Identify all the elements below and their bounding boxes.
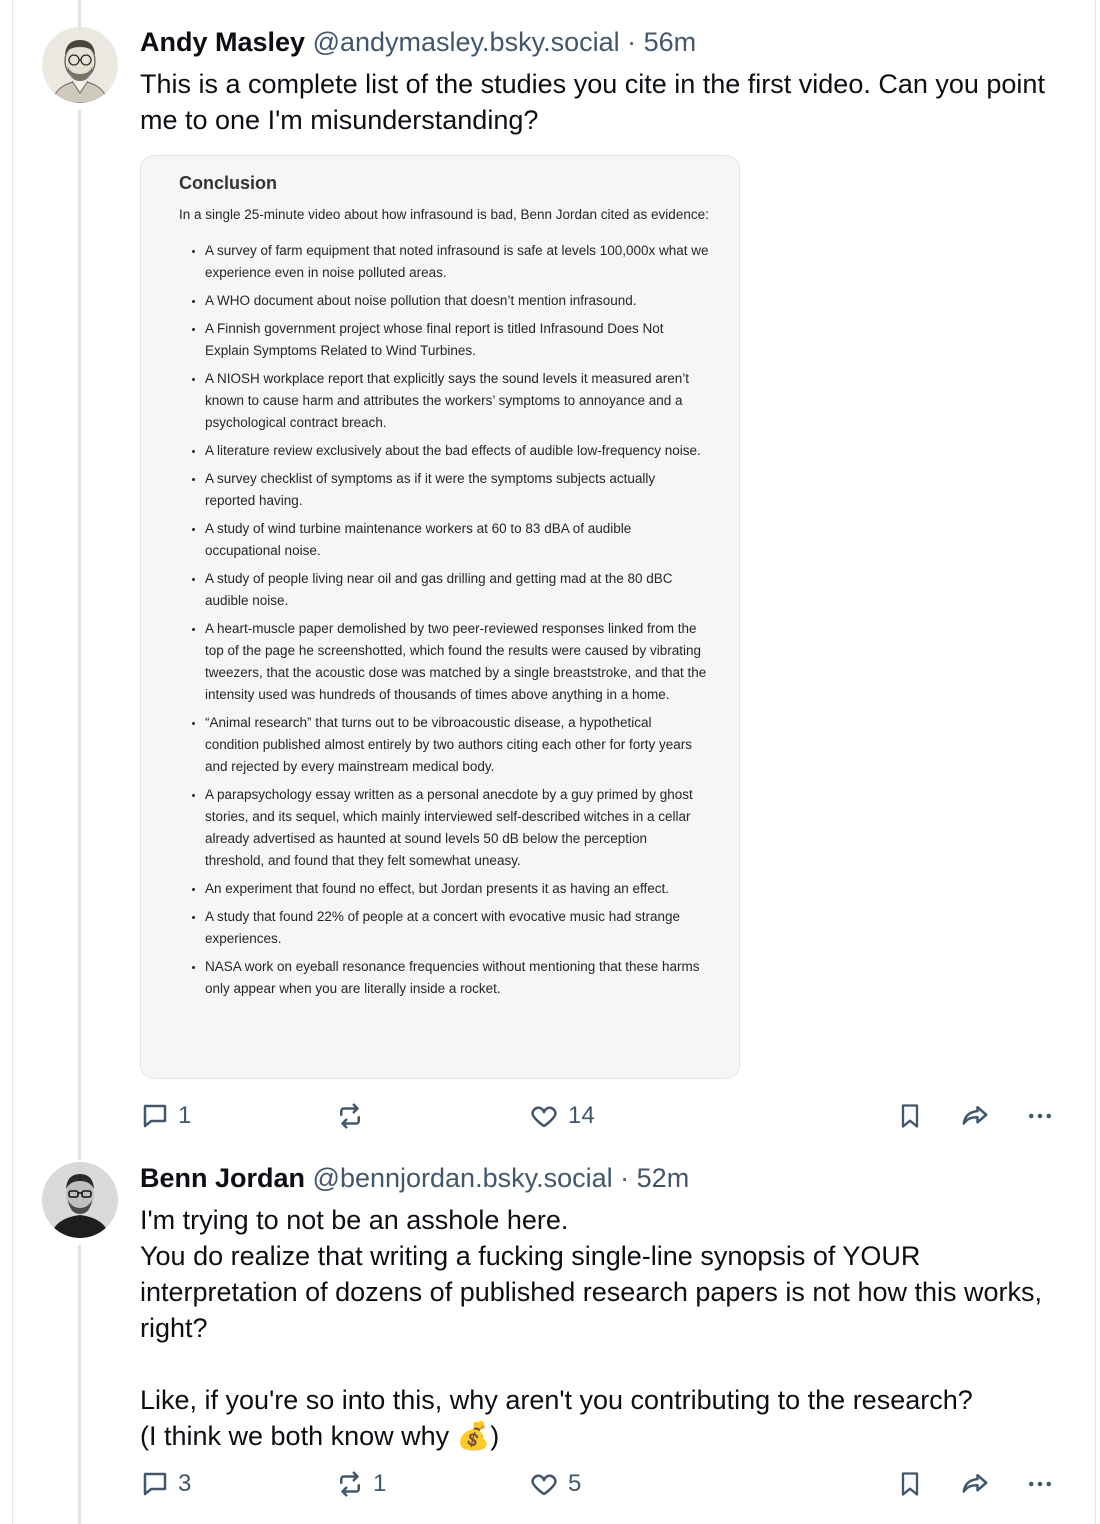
list-item: • A NIOSH workplace report that explicitly says the sound levels it measured aren’t known to cause harm and attributes the workers’ symptoms to annoyance and a psychological contract breach. [205,368,709,434]
reply-count: 3 [178,1470,192,1497]
heart-icon [528,1101,560,1131]
bookmark-icon [896,1469,924,1499]
bookmark-button[interactable] [896,1098,924,1134]
thread-line [78,0,81,30]
repost-button[interactable] [335,1466,386,1502]
header-separator: · [620,1163,630,1193]
like-count: 14 [568,1102,595,1129]
avatar[interactable] [42,1162,118,1238]
post-text-line: (I think we both know why 💰) [140,1421,500,1451]
post-text-line: I'm trying to not be an asshole here. [140,1205,569,1235]
thread-line [78,1245,81,1524]
reply-button[interactable] [140,1466,191,1502]
list-item: • A Finnish government project whose final report is titled Infrasound Does Not Explain Symptoms Related to Wind Turbines. [205,318,709,362]
embedded-image[interactable] [140,155,740,1079]
list-item: • A heart-muscle paper demolished by two peer-reviewed responses linked from the top of the page he screenshotted, which found the results were caused by vibrating tweezers, that the acoustic dose was matched by a single breaststroke, and that the intensity used was hundreds of thousands of times above anything in a home. [205,618,709,706]
thread-line [78,110,81,1160]
list-item: • A survey checklist of symptoms as if it were the symptoms subjects actually reported having. [205,468,709,512]
embed-intro: In a single 25-minute video about how infrasound is bad, Benn Jordan cited as evidence: [179,207,709,222]
reply-icon [140,1469,170,1499]
author-name[interactable]: Benn Jordan [140,1163,306,1193]
list-item: • A literature review exclusively about the bad effects of audible low-frequency noise. [205,440,709,462]
list-item: • “Animal research” that turns out to be vibroacoustic disease, a hypothetical condition published almost entirely by two authors citing each other for forty years and rejected by every mainstream medical body. [205,712,709,778]
share-button[interactable] [958,1098,992,1134]
repost-count: 1 [373,1470,387,1497]
avatar-sketch-portrait [42,27,118,103]
timeline-left-border [12,0,13,1524]
timeline-right-border [1095,0,1096,1524]
post-text [140,1202,1070,1454]
like-button[interactable] [528,1098,595,1134]
embed-heading: Conclusion [179,173,277,193]
post-timestamp[interactable]: 56m [643,27,697,57]
post-actions [140,1098,1060,1134]
author-handle[interactable]: @bennjordan.bsky.social [312,1163,613,1193]
more-icon [1024,1101,1056,1131]
post-andy-masley [140,26,1070,138]
post-header [140,1162,1070,1194]
post-text [140,66,1070,138]
repost-icon [335,1101,365,1131]
share-button[interactable] [958,1466,992,1502]
post-text-line: This is a complete list of the studies you cite in the first video. Can you point me to one I'm misunderstanding? [140,69,1045,135]
repost-button[interactable] [335,1098,373,1134]
repost-icon [335,1469,365,1499]
list-item: • A WHO document about noise pollution that doesn’t mention infrasound. [205,290,709,312]
more-options-button[interactable] [1024,1098,1056,1134]
more-icon [1024,1469,1056,1499]
heart-icon [528,1469,560,1499]
post-text-blank-line [140,1346,1070,1382]
post-header [140,26,1070,58]
more-options-button[interactable] [1024,1466,1056,1502]
header-separator: · [627,27,637,57]
share-icon [958,1469,992,1499]
author-name[interactable]: Andy Masley [140,27,306,57]
author-handle[interactable]: @andymasley.bsky.social [312,27,620,57]
list-item: • A parapsychology essay written as a personal anecdote by a guy primed by ghost stories, and its sequel, which mainly interviewed self-described witches in a cellar already advertised as haunted at sound levels 50 dB below the perception threshold, and found that they felt somewhat uneasy. [205,784,709,872]
embed-list [179,240,709,1000]
bookmark-button[interactable] [896,1466,924,1502]
like-button[interactable] [528,1466,581,1502]
list-item: • An experiment that found no effect, but Jordan presents it as having an effect. [205,878,709,900]
avatar[interactable] [42,27,118,103]
reply-button[interactable] [140,1098,191,1134]
post-actions [140,1466,1060,1502]
list-item: • A study of wind turbine maintenance workers at 60 to 83 dBA of audible occupational noise. [205,518,709,562]
list-item: • A study that found 22% of people at a concert with evocative music had strange experiences. [205,906,709,950]
like-count: 5 [568,1470,582,1497]
list-item: • A survey of farm equipment that noted infrasound is safe at levels 100,000x what we experience even in noise polluted areas. [205,240,709,284]
post-timestamp[interactable]: 52m [636,1163,690,1193]
list-item: • A study of people living near oil and gas drilling and getting mad at the 80 dBC audible noise. [205,568,709,612]
post-benn-jordan [140,1162,1070,1454]
avatar-photo-portrait [42,1162,118,1238]
share-icon [958,1101,992,1131]
bookmark-icon [896,1101,924,1131]
post-text-line: You do realize that writing a fucking single-line synopsis of YOUR interpretation of dozens of published research papers is not how this works, right? [140,1241,1042,1343]
reply-icon [140,1101,170,1131]
reply-count: 1 [178,1102,192,1129]
post-text-line: Like, if you're so into this, why aren't you contributing to the research? [140,1385,973,1415]
list-item: • NASA work on eyeball resonance frequencies without mentioning that these harms only appear when you are literally inside a rocket. [205,956,709,1000]
